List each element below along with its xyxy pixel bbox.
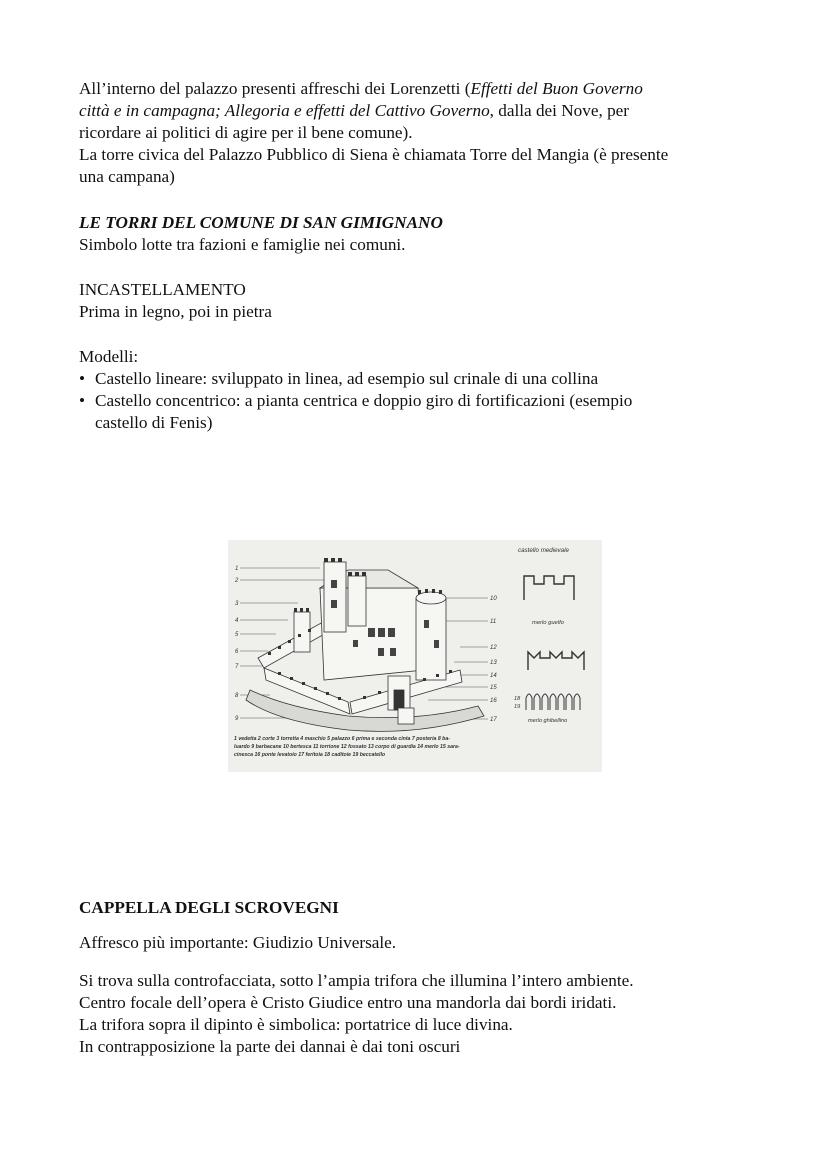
torri-section <box>79 212 769 256</box>
modelli-heading: Modelli: <box>79 347 139 366</box>
cappella-p2-block <box>79 970 769 1058</box>
figure-num-10: 10 <box>490 596 497 602</box>
intro-paragraph <box>79 78 769 188</box>
figure-num-15: 15 <box>490 685 497 691</box>
figure-num-13: 13 <box>490 660 497 666</box>
figure-num-19: 19 <box>514 704 521 710</box>
intro-line-2-text: , dalla dei Nove, per <box>489 101 630 120</box>
figure-title: castello medievale <box>518 547 569 554</box>
intro-line-5: una campana) <box>79 167 175 186</box>
figure-num-17: 17 <box>490 717 497 723</box>
figure-num-8: 8 <box>235 693 239 699</box>
figure-num-6: 6 <box>235 649 239 655</box>
intro-line-2-italic: città e in campagna; Allegoria e effetti del Cattivo Governo <box>79 101 490 120</box>
cappella-p1-block <box>79 932 769 954</box>
modelli-section <box>79 346 769 434</box>
incastellamento-text: Prima in legno, poi in pietra <box>79 302 272 321</box>
cappella-line-3: La trifora sopra il dipinto è simbolica: portatrice di luce divina. <box>79 1015 513 1034</box>
intro-line-1 <box>79 78 769 100</box>
merlo-ghibellino-label: merlo ghibellino <box>528 718 568 724</box>
modelli-item-concentrico-cont: castello di Fenis) <box>95 413 213 432</box>
merlo-guelfo-label: merlo guelfo <box>532 620 564 626</box>
modelli-list <box>79 368 769 412</box>
castle-figure <box>228 540 602 772</box>
modelli-item-lineare: • Castello lineare: sviluppato in linea, ad esempio sul crinale di una collina <box>79 368 769 390</box>
figure-num-11: 11 <box>490 619 497 625</box>
intro-line-2 <box>79 100 769 122</box>
figure-num-7: 7 <box>235 664 239 670</box>
figure-num-18: 18 <box>514 696 521 702</box>
merlo-guelfo-icon <box>524 576 574 600</box>
figure-num-16: 16 <box>490 698 497 704</box>
figure-caption-line-3: cinesca 16 ponte levatoio 17 feritoia 18 caditoie 19 beccatello <box>234 752 386 758</box>
figure-caption-line-1: 1 vedetta 2 corte 3 torretta 4 maschio 5 palazzo 6 prima e seconda cinta 7 posteria 8 ba- <box>234 736 450 742</box>
incastellamento-heading: INCASTELLAMENTO <box>79 280 246 299</box>
cappella-line-4: In contrapposizione la parte dei dannai è dai toni oscuri <box>79 1037 461 1056</box>
merlo-ghibellino-icon <box>528 652 584 670</box>
cappella-heading-block <box>79 897 769 919</box>
figure-num-1: 1 <box>235 566 239 572</box>
intro-line-1-italic: Effetti del Buon Governo <box>470 79 643 98</box>
figure-num-14: 14 <box>490 673 497 679</box>
torri-text: Simbolo lotte tra fazioni e famiglie nei comuni. <box>79 235 406 254</box>
figure-caption-line-2: luardo 9 barbacane 10 bertesca 11 torrione 12 fossato 13 corpo di guardia 14 merlo 15 sara- <box>234 744 460 750</box>
castle-drawing <box>246 562 484 731</box>
torri-heading: LE TORRI DEL COMUNE DI SAN GIMIGNANO <box>79 213 443 232</box>
intro-line-3: ricordare ai politici di agire per il bene comune). <box>79 123 413 142</box>
modelli-item-concentrico: • Castello concentrico: a pianta centrica e doppio giro di fortificazioni (esempio <box>79 390 769 412</box>
figure-num-3: 3 <box>235 601 239 607</box>
figure-num-4: 4 <box>235 618 239 624</box>
intro-line-1-text: All’interno del palazzo presenti affreschi dei Lorenzetti ( <box>79 79 471 98</box>
incastellamento-section <box>79 279 769 323</box>
castle-illustration <box>228 540 602 772</box>
cappella-paragraph-1: Affresco più importante: Giudizio Universale. <box>79 933 397 952</box>
cappella-line-2: Centro focale dell’opera è Cristo Giudice entro una mandorla dai bordi iridati. <box>79 993 617 1012</box>
figure-num-2: 2 <box>235 578 239 584</box>
caditoie-icon <box>526 694 580 710</box>
intro-line-4: La torre civica del Palazzo Pubblico di Siena è chiamata Torre del Mangia (è presente <box>79 145 669 164</box>
cappella-line-1: Si trova sulla controfacciata, sotto l’ampia trifora che illumina l’intero ambiente. <box>79 971 634 990</box>
figure-num-12: 12 <box>490 645 497 651</box>
figure-num-5: 5 <box>235 632 239 638</box>
cappella-heading: CAPPELLA DEGLI SCROVEGNI <box>79 898 339 917</box>
figure-num-9: 9 <box>235 716 239 722</box>
